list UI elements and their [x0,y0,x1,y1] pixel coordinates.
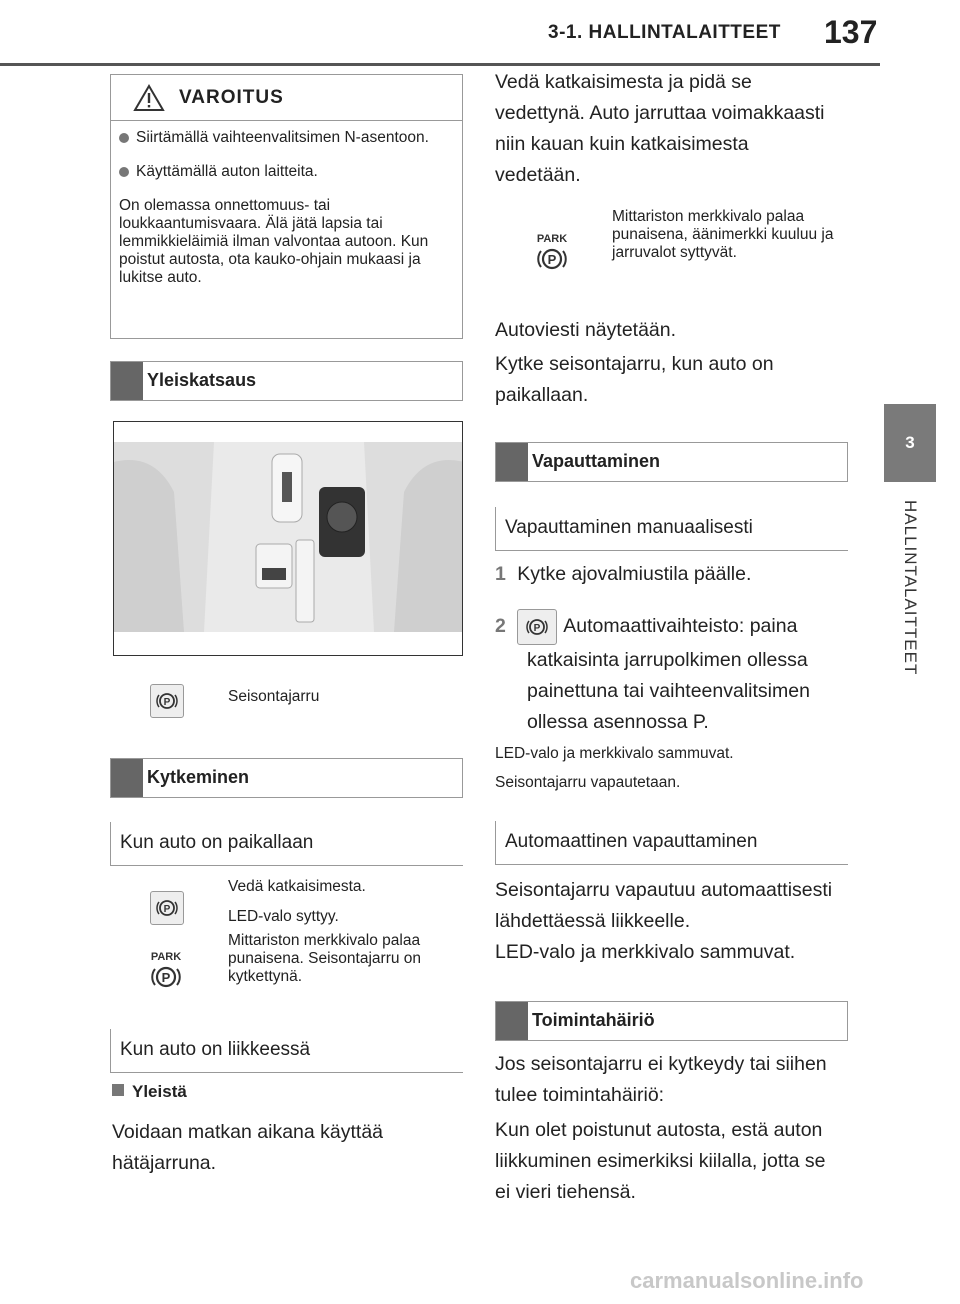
subheading-moving: Kun auto on liikkeessä [110,1029,463,1073]
section-heading-malfunction: Toimintahäiriö [495,1001,848,1041]
warning-triangle-icon [133,84,165,112]
warning-box [110,74,463,339]
apply-text: Kytke seisontajarru, kun auto on paikallaan. [495,353,774,406]
malfunction-text-2: Kun olet poistunut autosta, estä auton liikkuminen esimerkiksi kiilalla, jotta se ei vieri tiehensä. [495,1119,826,1203]
chapter-tab-label: HALLINTALAITTEET [901,500,920,676]
square-bullet-icon [112,1084,124,1096]
header-rule [0,63,880,66]
svg-text:P: P [163,697,171,708]
step-1: 1 Kytke ajovalmiustila päälle. [495,563,752,585]
subheading-stationary: Kun auto on paikallaan [110,822,463,866]
warning-header [111,75,462,121]
led-off-text: LED-valo ja merkkivalo sammuvat. [495,745,734,762]
section-heading-release: Vapauttaminen [495,442,848,482]
warning-bullet: Siirtämällä vaihteenvalitsimen N-asentoon. [119,129,455,147]
stationary-instructions: Vedä katkaisimesta. LED-valo syttyy. Mittariston merkkivalo palaa punaisena. Seisontajarru on kytkettynä. [228,878,422,985]
footer-watermark: carmanualsonline.info [630,1268,864,1293]
warning-bullet: Käyttämällä auton laitteita. [119,163,455,181]
general-text: Voidaan matkan aikana käyttää hätäjarruna. [112,1121,384,1174]
parking-brake-icon [517,609,557,645]
park-indicator-icon: PARK P [150,951,182,985]
general-heading: Yleistä [112,1082,187,1102]
park-indicator-icon: PARK P [536,233,568,267]
warning-body [119,129,455,287]
page-number: 137 [824,14,878,50]
pull-text: Vedä katkaisimesta ja pidä se vedettynä. Auto jarruttaa voimakkaasti niin kauan kuin katkaisimesta vedetään. [495,71,825,186]
car-message: Autoviesti näytetään. [495,319,677,341]
console-photo [113,421,463,656]
malfunction-text-1: Jos seisontajarru ei kytkeydy tai siihen tulee toimintahäiriö: [495,1053,827,1106]
svg-text:P: P [547,252,557,267]
auto-text: Seisontajarru vapautuu automaattisesti lähdettäessä liikkeelle. [495,879,833,932]
subheading-auto: Automaattinen vapauttaminen [495,821,848,865]
cluster-text: Mittariston merkkivalo palaa punaisena, äänimerkki kuuluu ja jarruvalot syttyvät. [612,208,834,261]
center-console-illustration [114,422,463,656]
section-heading-overview: Yleiskatsaus [110,361,463,401]
warning-text: On olemassa onnettomuus- tai loukkaantumisvaara. Älä jätä lapsia tai lemmikkieläimiä ilman valvontaa autoon. Kun poistut autosta, ota kauko-ohjain mukaasi ja lukitse auto. [119,197,429,286]
auto-led-text: LED-valo ja merkkivalo sammuvat. [495,941,796,963]
section-heading-engaging: Kytkeminen [110,758,463,798]
released-text: Seisontajarru vapautetaan. [495,774,681,791]
parking-brake-icon [150,684,184,718]
parking-brake-icon [150,891,184,925]
svg-text:P: P [161,970,171,985]
running-header: 3-1. HALLINTALAITTEET [548,22,781,43]
warning-title: VAROITUS [179,87,284,108]
svg-text:P: P [163,904,171,915]
step-2: 2 P Automaattivaihteisto: paina katkaisinta jarrupolkimen ollessa painettuna tai vaihteenvalitsimen ollessa asennossa P. [495,609,840,738]
subheading-manual: Vapauttaminen manuaalisesti [495,507,848,551]
svg-text:P: P [533,623,541,634]
chapter-tab: 3 [884,404,936,482]
parking-brake-label: Seisontajarru [228,688,320,705]
